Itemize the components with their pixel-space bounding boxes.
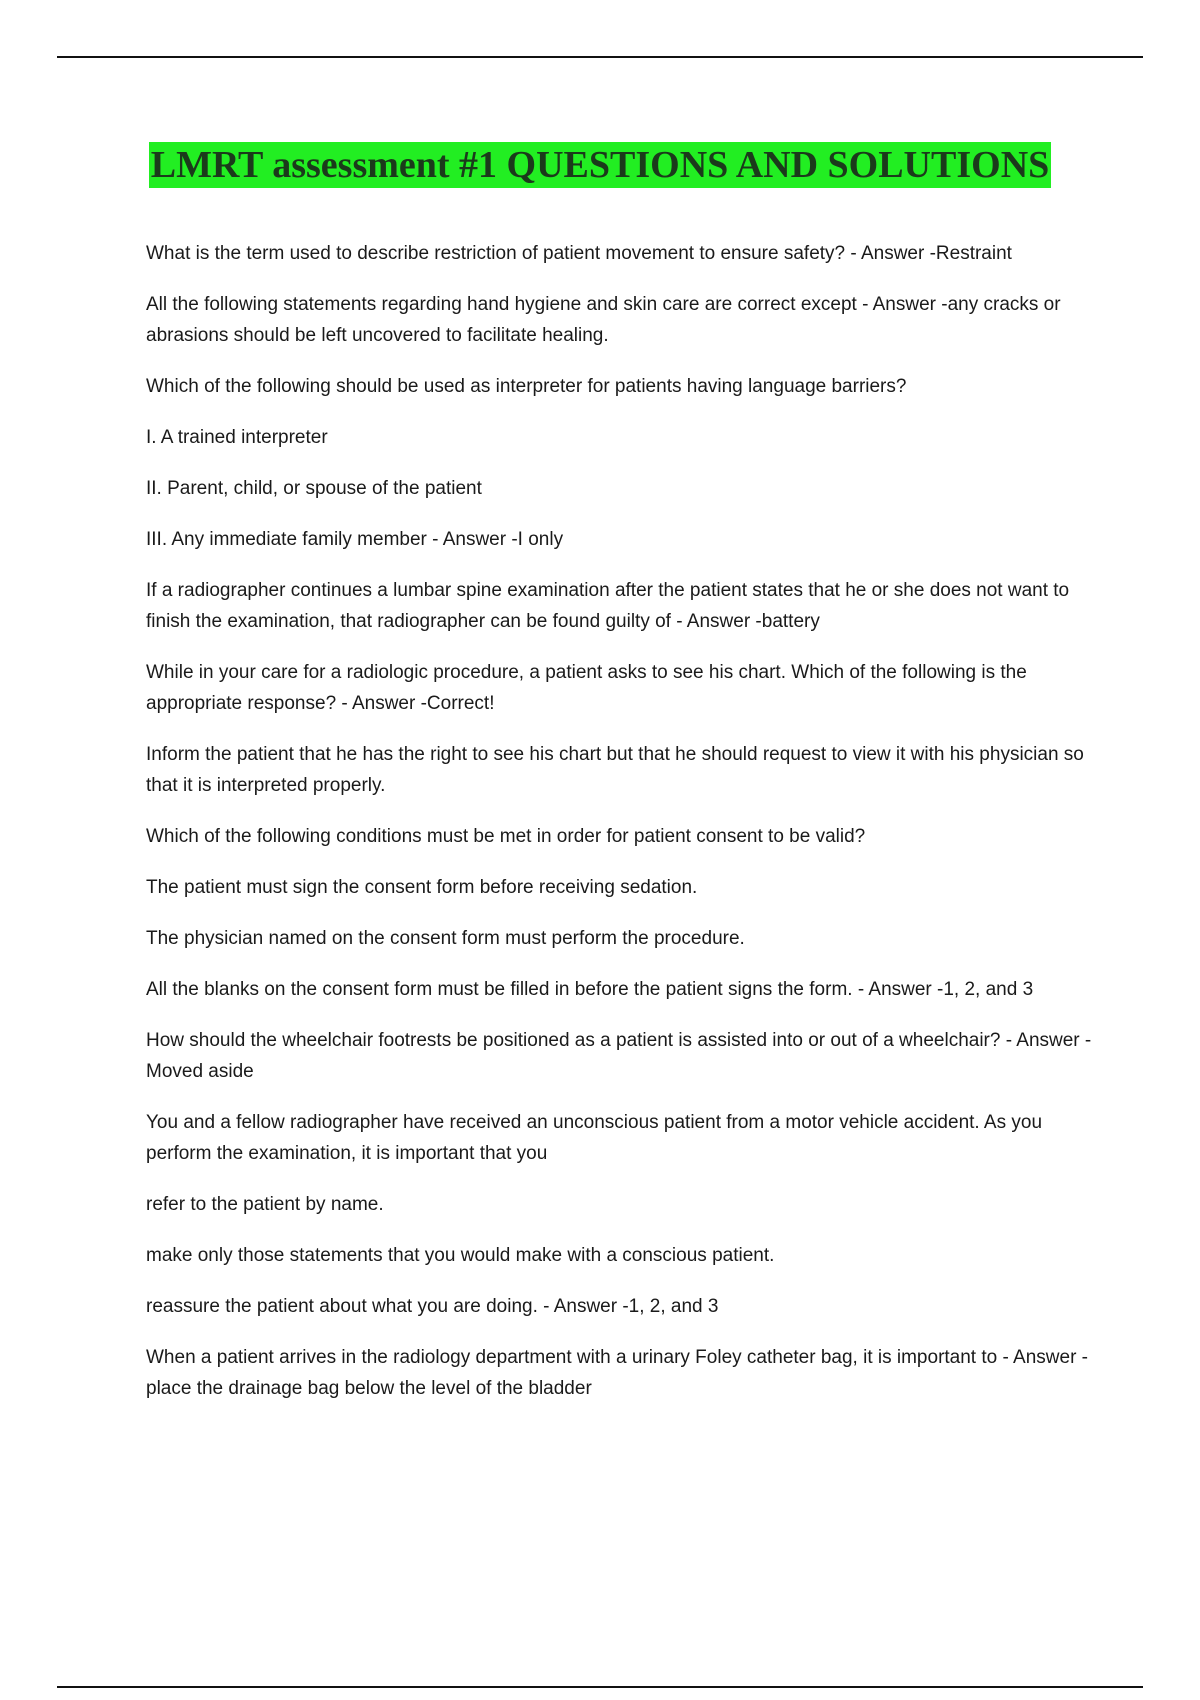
paragraph: All the following statements regarding hand hygiene and skin care are correct except - Answer -any cracks or abrasions should be left uncovered to facilitate healing. [146, 294, 1061, 346]
paragraph: reassure the patient about what you are doing. - Answer -1, 2, and 3 [146, 1296, 719, 1317]
paragraph: make only those statements that you would make with a conscious patient. [146, 1245, 775, 1266]
paragraph: Which of the following conditions must be met in order for patient consent to be valid? [146, 826, 866, 847]
paragraph: Inform the patient that he has the right to see his chart but that he should request to view it with his physician so that it is interpreted properly. [146, 744, 1084, 796]
paragraph: While in your care for a radiologic procedure, a patient asks to see his chart. Which of the following is the appropriate response? - Answer -Correct! [146, 662, 1027, 714]
paragraph: The physician named on the consent form must perform the procedure. [146, 928, 745, 949]
document-body [146, 238, 1096, 1424]
document-title: LMRT assessment #1 QUESTIONS AND SOLUTIONS [150, 144, 1050, 186]
footer-rule [57, 1686, 1143, 1688]
paragraph: The patient must sign the consent form before receiving sedation. [146, 877, 698, 898]
paragraph: You and a fellow radiographer have received an unconscious patient from a motor vehicle accident. As you perform the examination, it is important that you [146, 1112, 1043, 1164]
paragraph: III. Any immediate family member - Answer -I only [146, 529, 564, 550]
paragraph: Which of the following should be used as interpreter for patients having language barriers? [146, 376, 907, 397]
paragraph: II. Parent, child, or spouse of the patient [146, 478, 482, 499]
paragraph: What is the term used to describe restriction of patient movement to ensure safety? - Answer -Restraint [146, 243, 1012, 264]
paragraph: When a patient arrives in the radiology department with a urinary Foley catheter bag, it is important to - Answer -place the drainage bag below the level of the bladder [146, 1347, 1089, 1399]
paragraph: I. A trained interpreter [146, 427, 328, 448]
header-rule [57, 56, 1143, 58]
paragraph: If a radiographer continues a lumbar spine examination after the patient states that he or she does not want to finish the examination, that radiographer can be found guilty of - Answer -battery [146, 580, 1070, 632]
paragraph: refer to the patient by name. [146, 1194, 384, 1215]
paragraph: How should the wheelchair footrests be positioned as a patient is assisted into or out of a wheelchair? - Answer -Moved aside [146, 1030, 1092, 1082]
paragraph: All the blanks on the consent form must be filled in before the patient signs the form. - Answer -1, 2, and 3 [146, 979, 1034, 1000]
title-block [0, 142, 1200, 188]
